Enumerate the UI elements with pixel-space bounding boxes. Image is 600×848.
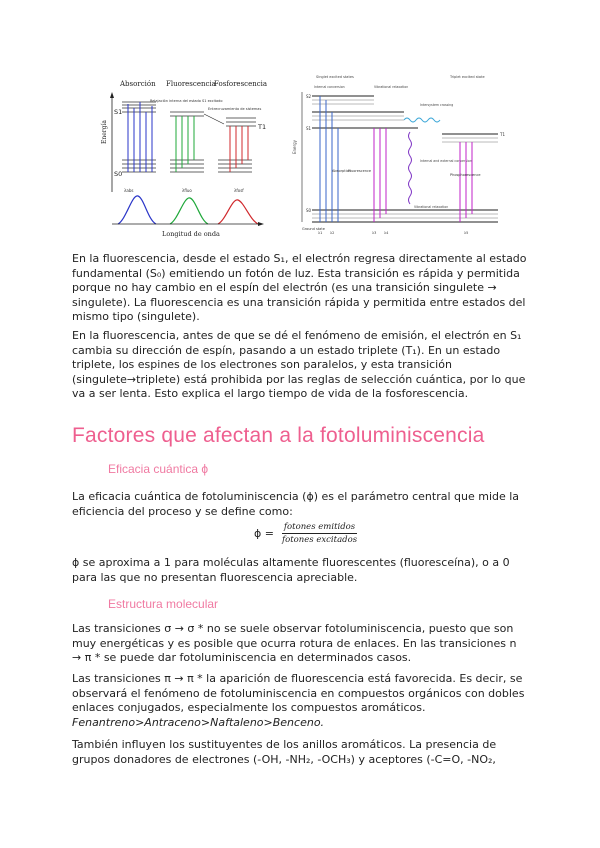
absorption-label: Absorption: [332, 169, 351, 173]
int-ext-label: Internal and external conversion: [420, 159, 472, 163]
lambda-abs: λabs: [124, 188, 134, 193]
state-s0: S0: [114, 170, 123, 178]
vib-relax-label: Vibrational relaxation: [374, 85, 409, 89]
axis-energia: Energía: [101, 120, 108, 144]
lambda-fosf: λfosf: [234, 188, 244, 193]
intersystem-label: Intersystem crossing: [420, 103, 454, 107]
subheading-eficacia: Eficacia cuántica ϕ: [108, 462, 209, 476]
energy-label: Energy: [292, 139, 297, 154]
state-t1: T1: [258, 123, 267, 131]
lambda-5: λ5: [464, 231, 469, 235]
jablonski-figure-left: [100, 74, 280, 246]
paragraph-fluorescencia-2: En la fluorescencia, antes de que se dé el fenómeno de emisión, el electrón en S₁ cambia su dirección de espín, pasando a un estado triplete (T₁). En un estado triplete, los espines de los electrones son paralelos, y esta transición (singulete→triplete) está prohibida por las reglas de selección cuántica, por lo que va a ser lenta. Esto explica el largo tiempo de vida de la fosforescencia.: [72, 329, 526, 400]
fluorescence-arrows-right: [374, 128, 386, 222]
triplet-label: Triplet excited state: [450, 75, 485, 79]
state-s0-right: S0: [306, 208, 312, 213]
jablonski-figure-right: [292, 72, 510, 240]
singlet-label: Singlet excited states: [316, 75, 354, 79]
lambda-2: λ2: [330, 231, 335, 235]
phosphorescence-band: [218, 200, 258, 224]
absorption-arrows: [128, 102, 152, 172]
state-s1: S1: [114, 108, 123, 116]
col-label-absorcion: Absorción: [120, 80, 156, 88]
paragraph-sustituyentes: También influyen los sustituyentes de los anillos aromáticos. La presencia de grupos donadores de electrones (-OH, -NH₂, -OCH₃) y aceptores (-C=O, -NO₂,: [72, 738, 497, 766]
lambda-fluo: λfluo: [182, 188, 192, 193]
absorption-arrows-right: [320, 96, 338, 222]
state-s1-right: S1: [306, 126, 312, 131]
internal-conv-label: Internal conversion: [314, 85, 345, 89]
ground-label: Ground state: [302, 227, 325, 231]
phosphorescence-arrows: [230, 126, 248, 172]
col-label-fosforescencia: Fosforescencia: [214, 80, 268, 88]
paragraph-transiciones-1: Las transiciones σ → σ * no se suele observar fotoluminiscencia, puesto que son muy energéticas y es posible que ocurra rotura de enlaces. En las transiciones n → π * se puede dar fotoluminiscencia en determinados casos.: [72, 622, 517, 664]
absorption-band: [118, 196, 156, 224]
paragraph-transiciones-2-text: Las transiciones π → π * la aparición de fluorescencia está favorecida. Es decir, se observará el fenómeno de fotoluminiscencia en compuestos orgánicos con dobles enlaces conjugados, especialmente los compuestos aromáticos.: [72, 672, 525, 714]
col-label-fluorescencia: Fluorescencia: [166, 80, 216, 88]
formula-fraction: [280, 522, 359, 545]
axis-longitud: Longitud de onda: [162, 230, 220, 238]
formula-lhs: ϕ =: [254, 527, 274, 540]
paragraph-transiciones-2: [72, 672, 528, 730]
subheading-estructura: Estructura molecular: [108, 597, 219, 611]
paragraph-fluorescencia-1: En la fluorescencia, desde el estado S₁, el electrón regresa directamente al estado fundamental (S₀) emitiendo un fotón de luz. Esta transición es rápida y permitida porque no hay cambio en el espín del electrón (es una transición singulete → singulete). La fluorescencia es una transición rápida y permitida entre estados del mismo tipo (singulete).: [72, 252, 527, 323]
formula-denominator: fotones excitados: [281, 535, 358, 545]
cruce-note: Entrecruzamiento de sistemas: [208, 107, 262, 111]
fluorescence-label: Fluorescence: [348, 169, 372, 173]
lambda-3: λ3: [372, 231, 377, 235]
intersystem-wave: [404, 118, 440, 122]
paragraph-phi: ϕ se aproxima a 1 para moléculas altamente fluorescentes (fluoresceína), o a 0 para las que no presentan fluorescencia apreciable.: [72, 556, 510, 584]
formula-numerator: fotones emitidos: [283, 522, 356, 532]
fluorescence-band: [170, 198, 208, 224]
state-s2-right: S2: [306, 94, 312, 99]
lambda-1: λ1: [318, 231, 323, 235]
lambda-4: λ4: [384, 231, 389, 235]
formula-phi: [254, 522, 359, 545]
phosphorescence-label: Phosphorescence: [450, 173, 481, 177]
aromatic-order: Fenantreno>Antraceno>Naftaleno>Benceno.: [72, 715, 325, 729]
internal-ext-wave: [409, 132, 412, 204]
state-t1-right: T1: [500, 132, 505, 137]
relax-note: Relajación interna del estado S1 excitado: [150, 99, 223, 103]
section-heading: Factores que afectan a la fotoluminiscencia: [72, 424, 485, 447]
paragraph-eficacia: La eficacia cuántica de fotoluminiscencia (ϕ) es el parámetro central que mide la eficiencia del proceso y se define como:: [72, 490, 520, 518]
vib-relax-bottom-label: Vibrational relaxation: [414, 205, 449, 209]
